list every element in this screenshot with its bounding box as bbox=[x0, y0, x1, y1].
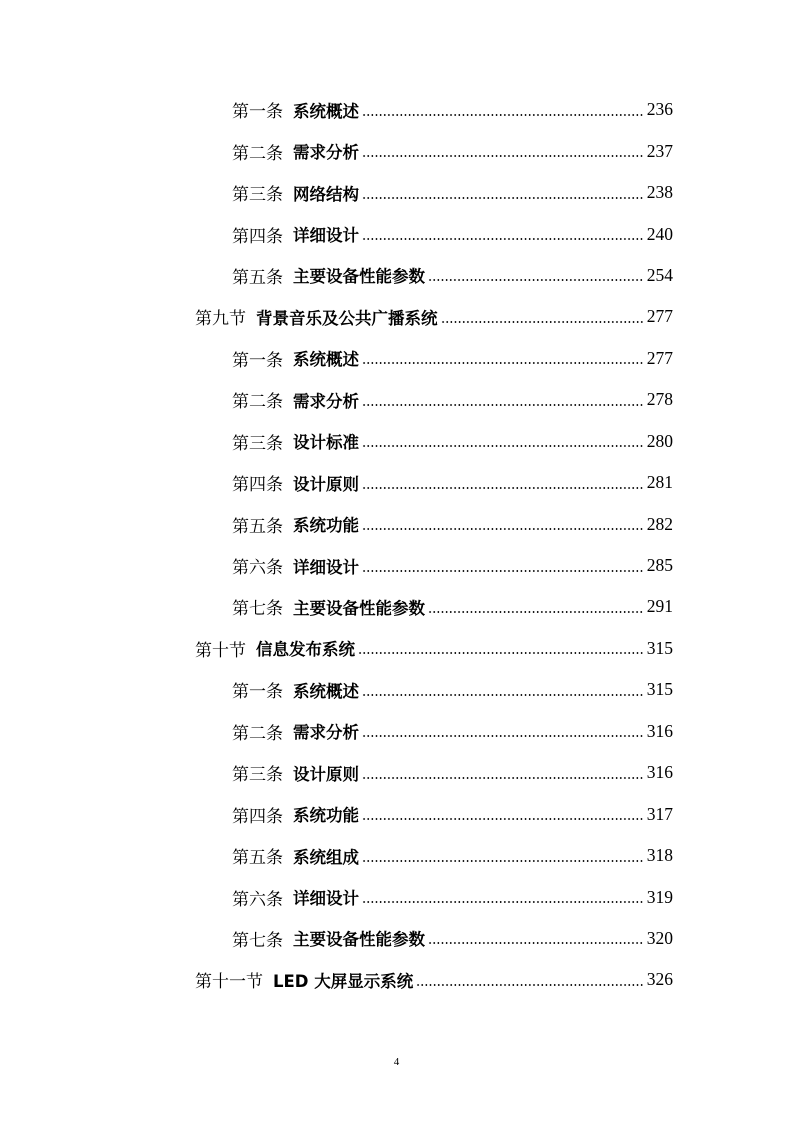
toc-entry-page: 326 bbox=[646, 969, 673, 990]
toc-entry-page: 316 bbox=[646, 720, 673, 741]
toc-article-entry[interactable] bbox=[0, 462, 793, 503]
toc-entry-number: 第一条 bbox=[232, 350, 283, 371]
toc-entry-page: 238 bbox=[646, 182, 673, 203]
toc-entry-title: 主要设备性能参数 bbox=[293, 930, 425, 950]
toc-entry-page: 285 bbox=[646, 555, 673, 576]
dot-leader bbox=[362, 362, 644, 364]
dot-leader bbox=[362, 901, 644, 903]
dot-leader bbox=[362, 487, 644, 489]
toc-entry-number: 第十一节 bbox=[195, 972, 263, 993]
toc-entry-title: LED 大屏显示系统 bbox=[273, 971, 414, 991]
toc-article-entry[interactable] bbox=[0, 793, 793, 834]
toc-entry-page: 318 bbox=[646, 845, 673, 866]
dot-leader bbox=[416, 984, 644, 986]
toc-entry-title: 系统组成 bbox=[293, 847, 359, 867]
toc-article-entry[interactable] bbox=[0, 503, 793, 544]
toc-entry-number: 第三条 bbox=[232, 765, 283, 786]
toc-entry-title: 需求分析 bbox=[293, 723, 359, 743]
toc-entry-page: 320 bbox=[646, 927, 673, 948]
toc-entry-title: 系统概述 bbox=[293, 350, 359, 370]
toc-entry-page: 282 bbox=[646, 513, 673, 534]
dot-leader bbox=[428, 611, 644, 613]
toc-entry-number: 第四条 bbox=[232, 475, 283, 496]
toc-entry-title: 网络结构 bbox=[293, 184, 359, 204]
toc-entry-number: 第十节 bbox=[195, 640, 246, 661]
toc-article-entry[interactable] bbox=[0, 213, 793, 254]
toc-article-entry[interactable] bbox=[0, 669, 793, 710]
toc-entry-page: 281 bbox=[646, 472, 673, 493]
toc-article-entry[interactable] bbox=[0, 918, 793, 959]
toc-entry-number: 第七条 bbox=[232, 599, 283, 620]
page-number: 4 bbox=[393, 1056, 400, 1068]
toc-entry-page: 277 bbox=[646, 306, 673, 327]
dot-leader bbox=[362, 114, 644, 116]
toc-article-entry[interactable] bbox=[0, 835, 793, 876]
toc-entry-number: 第一条 bbox=[232, 682, 283, 703]
toc-entry-title: 系统功能 bbox=[293, 806, 359, 826]
toc-article-entry[interactable] bbox=[0, 711, 793, 752]
toc-article-entry[interactable] bbox=[0, 379, 793, 420]
toc-entry-page: 237 bbox=[646, 140, 673, 161]
dot-leader bbox=[362, 735, 644, 737]
toc-section-entry[interactable] bbox=[0, 959, 793, 1000]
toc-entry-title: 主要设备性能参数 bbox=[293, 267, 425, 287]
toc-article-entry[interactable] bbox=[0, 545, 793, 586]
dot-leader bbox=[362, 404, 644, 406]
dot-leader bbox=[362, 445, 644, 447]
toc-entry-title: 背景音乐及公共广播系统 bbox=[256, 308, 438, 328]
toc-entry-title: 系统概述 bbox=[293, 681, 359, 701]
toc-entry-title: 系统概述 bbox=[293, 101, 359, 121]
toc-entry-number: 第三条 bbox=[232, 185, 283, 206]
toc-entry-number: 第四条 bbox=[232, 226, 283, 247]
toc-entry-page: 291 bbox=[646, 596, 673, 617]
dot-leader bbox=[362, 860, 644, 862]
dot-leader bbox=[362, 155, 644, 157]
toc-entry-number: 第六条 bbox=[232, 889, 283, 910]
toc-entry-number: 第六条 bbox=[232, 558, 283, 579]
toc-entry-title: 详细设计 bbox=[293, 226, 359, 246]
toc-entry-number: 第九节 bbox=[195, 309, 246, 330]
toc-entry-title: 系统功能 bbox=[293, 516, 359, 536]
toc-entry-number: 第二条 bbox=[232, 143, 283, 164]
toc-entry-number: 第四条 bbox=[232, 806, 283, 827]
toc-entry-title: 设计原则 bbox=[293, 764, 359, 784]
dot-leader bbox=[362, 570, 644, 572]
toc-article-entry[interactable] bbox=[0, 130, 793, 171]
toc-article-entry[interactable] bbox=[0, 338, 793, 379]
toc-entry-number: 第五条 bbox=[232, 267, 283, 288]
table-of-contents bbox=[0, 89, 793, 1001]
toc-entry-page: 236 bbox=[646, 99, 673, 120]
toc-entry-page: 254 bbox=[646, 264, 673, 285]
toc-entry-title: 信息发布系统 bbox=[256, 640, 355, 660]
toc-article-entry[interactable] bbox=[0, 586, 793, 627]
dot-leader bbox=[358, 652, 644, 654]
dot-leader bbox=[362, 197, 644, 199]
toc-entry-number: 第二条 bbox=[232, 392, 283, 413]
toc-entry-title: 详细设计 bbox=[293, 889, 359, 909]
toc-entry-page: 315 bbox=[646, 637, 673, 658]
toc-entry-number: 第一条 bbox=[232, 102, 283, 123]
toc-entry-page: 319 bbox=[646, 886, 673, 907]
toc-entry-page: 280 bbox=[646, 430, 673, 451]
dot-leader bbox=[362, 528, 644, 530]
toc-entry-title: 设计原则 bbox=[293, 474, 359, 494]
toc-article-entry[interactable] bbox=[0, 255, 793, 296]
dot-leader bbox=[441, 321, 644, 323]
dot-leader bbox=[428, 942, 644, 944]
toc-entry-number: 第二条 bbox=[232, 723, 283, 744]
toc-section-entry[interactable] bbox=[0, 628, 793, 669]
toc-entry-title: 需求分析 bbox=[293, 143, 359, 163]
dot-leader bbox=[362, 238, 644, 240]
dot-leader bbox=[428, 279, 644, 281]
toc-entry-title: 主要设备性能参数 bbox=[293, 598, 425, 618]
toc-entry-title: 详细设计 bbox=[293, 557, 359, 577]
toc-article-entry[interactable] bbox=[0, 89, 793, 130]
toc-entry-page: 315 bbox=[646, 679, 673, 700]
toc-entry-page: 277 bbox=[646, 347, 673, 368]
toc-entry-number: 第七条 bbox=[232, 930, 283, 951]
toc-entry-title: 需求分析 bbox=[293, 391, 359, 411]
dot-leader bbox=[362, 694, 644, 696]
toc-article-entry[interactable] bbox=[0, 752, 793, 793]
toc-entry-page: 316 bbox=[646, 762, 673, 783]
toc-entry-page: 240 bbox=[646, 223, 673, 244]
dot-leader bbox=[362, 818, 644, 820]
dot-leader bbox=[362, 777, 644, 779]
toc-entry-number: 第五条 bbox=[232, 848, 283, 869]
toc-article-entry[interactable] bbox=[0, 876, 793, 917]
toc-entry-title: 设计标准 bbox=[293, 433, 359, 453]
toc-entry-page: 278 bbox=[646, 389, 673, 410]
toc-entry-number: 第三条 bbox=[232, 433, 283, 454]
toc-section-entry[interactable] bbox=[0, 296, 793, 337]
toc-entry-page: 317 bbox=[646, 803, 673, 824]
toc-article-entry[interactable] bbox=[0, 172, 793, 213]
toc-entry-number: 第五条 bbox=[232, 516, 283, 537]
toc-article-entry[interactable] bbox=[0, 421, 793, 462]
